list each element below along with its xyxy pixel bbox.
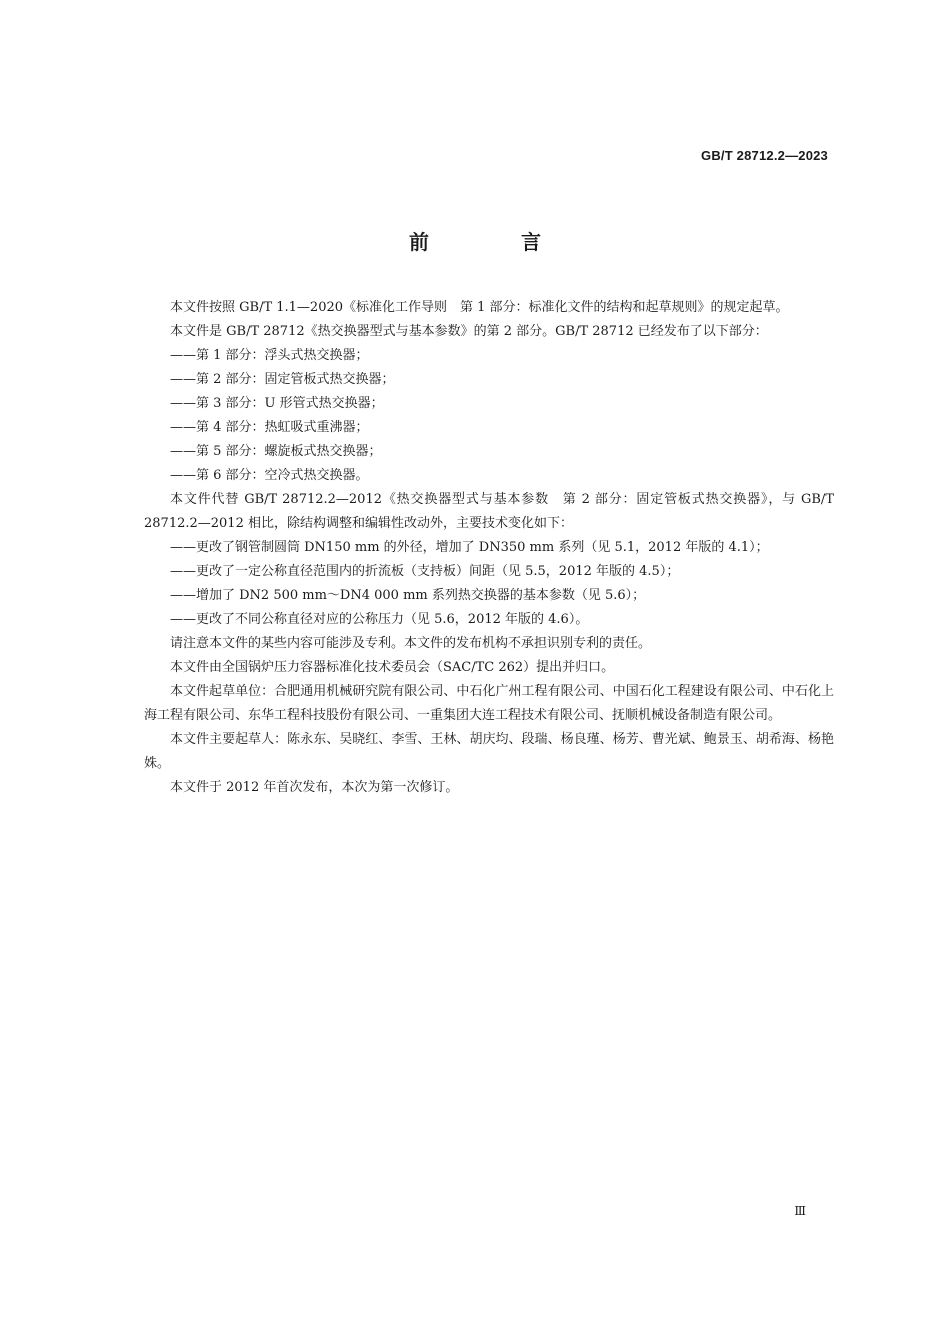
- list-item-change-1: ——更改了钢管制圆筒 DN150 mm 的外径，增加了 DN350 mm 系列（见 5.1，2012 年版的 4.1）；: [170, 540, 769, 555]
- paragraph-proposer: 本文件由全国锅炉压力容器标准化技术委员会（SAC/TC 262）提出并归口。: [170, 660, 615, 675]
- list-item-part-4: ——第 4 部分：热虹吸式重沸器；: [170, 420, 369, 435]
- paragraph-replaces: 本文件代替 GB/T 28712.2—2012《热交换器型式与基本参数 第 2 部分：固定管板式热交换器》，与 GB/T 28712.2—2012 相比，除结构调整和编辑性改动外，主要技术变化如下：: [144, 492, 834, 531]
- list-item-part-5: ——第 5 部分：螺旋板式热交换器；: [170, 444, 382, 459]
- list-item-part-3: ——第 3 部分：U 形管式热交换器；: [170, 396, 384, 411]
- list-item-part-2: ——第 2 部分：固定管板式热交换器；: [170, 372, 395, 387]
- list-item-part-6: ——第 6 部分：空冷式热交换器。: [170, 468, 369, 483]
- paragraph-patent-notice: 请注意本文件的某些内容可能涉及专利。本文件的发布机构不承担识别专利的责任。: [170, 636, 652, 651]
- paragraph-drafting-units: 本文件起草单位：合肥通用机械研究院有限公司、中石化广州工程有限公司、中国石化工程建设有限公司、中石化上海工程有限公司、东华工程科技股份有限公司、一重集团大连工程技术有限公司、抚顺机械设备制造有限公司。: [144, 684, 834, 723]
- paragraph-drafters: 本文件主要起草人：陈永东、吴晓红、李雪、王林、胡庆均、段瑞、杨良瑾、杨芳、曹光斌、鲍景玉、胡希海、杨艳姝。: [144, 732, 834, 771]
- paragraph-history: 本文件于 2012 年首次发布，本次为第一次修订。: [170, 780, 459, 795]
- list-item-change-3: ——增加了 DN2 500 mm～DN4 000 mm 系列热交换器的基本参数（见 5.6）；: [170, 588, 646, 603]
- list-item-change-2: ——更改了一定公称直径范围内的折流板（支持板）间距（见 5.5，2012 年版的 4.5）；: [170, 564, 680, 579]
- document-code: GB/T 28712.2—2023: [701, 148, 828, 163]
- paragraph-series-intro: 本文件是 GB/T 28712《热交换器型式与基本参数》的第 2 部分。GB/T 28712 已经发布了以下部分：: [170, 324, 768, 339]
- list-item-part-1: ——第 1 部分：浮头式热交换器；: [170, 348, 369, 363]
- list-item-change-4: ——更改了不同公称直径对应的公称压力（见 5.6，2012 年版的 4.6）。: [170, 612, 589, 627]
- foreword-body: [144, 296, 834, 800]
- paragraph-drafting-rule: 本文件按照 GB/T 1.1—2020《标准化工作导则 第 1 部分：标准化文件的结构和起草规则》的规定起草。: [170, 300, 789, 315]
- page-title: 前 言: [409, 230, 577, 254]
- page-number: Ⅲ: [794, 1204, 806, 1218]
